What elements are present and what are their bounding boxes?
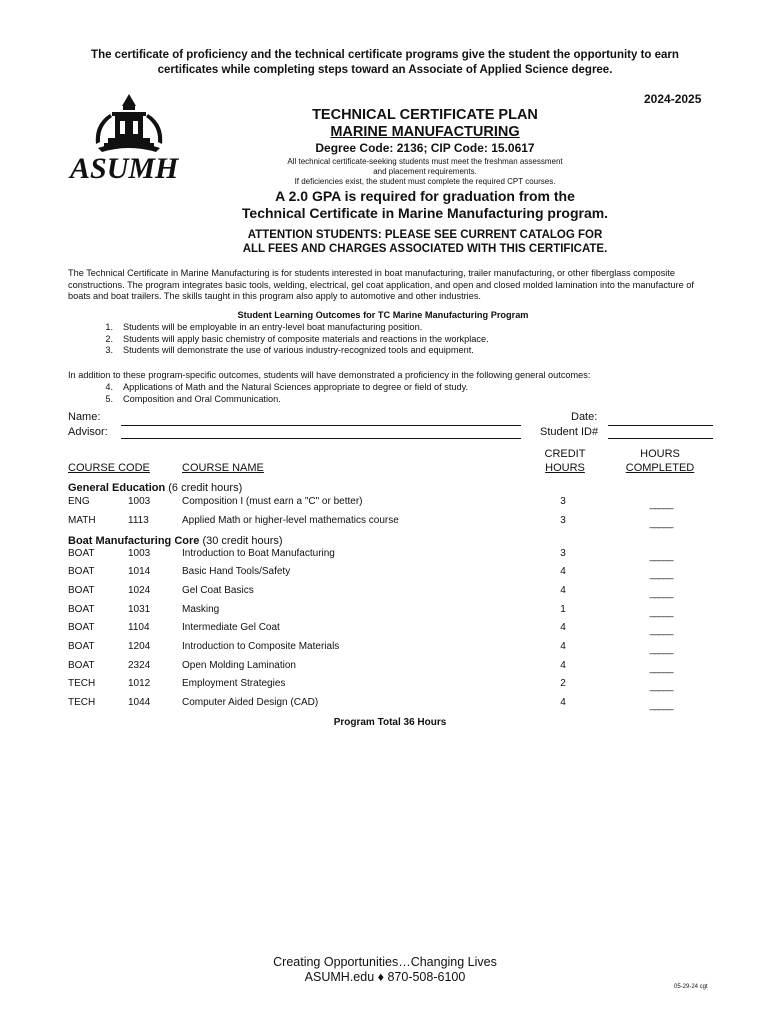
credit-hours: 4 [560,697,566,708]
credit-hours: 4 [560,660,566,671]
gpa-requirement [180,188,670,222]
academic-year: 2024-2025 [644,92,702,106]
item-number: 2. [105,333,113,344]
item-number: 3. [105,345,113,355]
section-credit: (6 credit hours) [168,482,243,494]
credit-hours: 3 [560,496,566,507]
asumh-logo [68,92,190,184]
name-field[interactable] [121,425,521,426]
course-number: 1044 [128,697,151,708]
hours-completed-blank[interactable]: _____ [649,588,673,599]
intro-text: The certificate of proficiency and the technical certificate programs give the student the opportunity to earn certificates while completing steps toward an Associate of Applied Science degree. [91,49,679,76]
list-item [68,345,708,357]
course-number: 2324 [128,660,151,671]
assessment-note [240,157,610,187]
fine-print-line: and placement requirements. [373,167,477,176]
course-prefix: BOAT [68,548,95,559]
student-id-label: Student ID# [540,426,599,438]
course-name: Gel Coat Basics [182,585,254,596]
advisor-label: Advisor: [68,426,108,438]
attention-line2: ALL FEES AND CHARGES ASSOCIATED WITH THIS CERTIFICATE. [242,243,608,255]
course-name: Applied Math or higher-level mathematics course [182,515,399,526]
header-credit-line2: HOURS [545,462,585,474]
program-description: The Technical Certificate in Marine Manufacturing is for students interested in boat manufacturing, trailer manufacturing, or other fiberglass composite constructions. The program integrates basic tools, welding, electrical, gel coat application, and open and closed molded lamination into the manufacture of boats and boat trailers. The skills taught in this program also apply to automotive and other industries. [68,268,694,301]
hours-completed-blank[interactable]: _____ [649,518,673,529]
course-name: Intermediate Gel Coat [182,622,280,633]
course-prefix: BOAT [68,660,95,671]
item-text: Students will demonstrate the use of various industry-recognized tools and equipment. [123,345,474,355]
credit-hours: 3 [560,515,566,526]
credit-hours: 1 [560,604,566,615]
course-number: 1014 [128,566,151,577]
student-id-field[interactable] [608,438,713,439]
header-course-name: COURSE NAME [182,462,264,474]
footer-tagline: Creating Opportunities…Changing Lives [273,955,497,969]
hours-completed-blank[interactable]: _____ [649,625,673,636]
course-name: Open Molding Lamination [182,660,296,671]
advisor-field[interactable] [121,438,521,439]
course-number: 1003 [128,548,151,559]
hours-completed-blank[interactable]: _____ [649,663,673,674]
credit-hours: 4 [560,622,566,633]
list-item [68,382,708,394]
hours-completed-blank[interactable]: _____ [649,569,673,580]
plan-title-line2: MARINE MANUFACTURING [330,124,520,140]
name-label: Name: [68,411,101,423]
section-credit: (30 credit hours) [202,535,283,547]
course-number: 1024 [128,585,151,596]
header-hours-completed [615,447,705,475]
item-text: Composition and Oral Communication. [123,393,281,404]
course-prefix: BOAT [68,641,95,652]
hours-completed-blank[interactable]: _____ [649,499,673,510]
course-name: Computer Aided Design (CAD) [182,697,319,708]
item-text: Applications of Math and the Natural Sciences appropriate to degree or field of study. [123,382,469,392]
slo-heading: Student Learning Outcomes for TC Marine Manufacturing Program [237,310,529,320]
credit-hours: 3 [560,548,566,559]
section-general-education [68,482,242,494]
fine-print-line: If deficiencies exist, the student must complete the required CPT courses. [294,177,556,186]
course-number: 1104 [128,622,150,633]
course-name: Introduction to Composite Materials [182,641,340,652]
course-name: Masking [182,604,220,615]
footer-contact: ASUMH.edu ♦ 870-508-6100 [304,970,466,984]
hours-completed-blank[interactable]: _____ [649,551,673,562]
gpa-line2: Technical Certificate in Marine Manufacturing program. [241,205,609,221]
course-name: Introduction to Boat Manufacturing [182,548,335,559]
course-prefix: TECH [68,697,96,708]
revision-stamp: 05-29-24 cgt [674,984,708,990]
course-name: Composition I (must earn a "C" or better) [182,496,363,507]
date-label: Date: [571,411,598,423]
course-number: 1003 [128,496,151,507]
list-item [68,322,708,334]
bell-tower-icon [68,92,190,184]
list-item [68,334,708,346]
course-prefix: TECH [68,678,96,689]
credit-hours: 4 [560,641,566,652]
hours-completed-blank[interactable]: _____ [649,700,673,711]
header-completed-line2: COMPLETED [625,462,695,474]
item-number: 5. [105,393,113,404]
section-boat-core [68,535,283,547]
general-outcomes-list [68,382,708,405]
list-item [68,394,708,406]
header-completed-line1: HOURS [640,448,680,460]
section-title: General Education [68,482,166,494]
item-text: Students will apply basic chemistry of composite materials and reactions in the workplace. [123,333,489,344]
header-course-code: COURSE CODE [68,462,150,474]
degree-codes: Degree Code: 2136; CIP Code: 15.0617 [315,141,535,155]
attention-notice [160,228,690,256]
course-prefix: BOAT [68,622,95,633]
hours-completed-blank[interactable]: _____ [649,681,673,692]
logo-wordmark: ASUMH [70,152,179,184]
slo-list [68,322,708,357]
header-credit-hours [530,447,600,475]
course-number: 1031 [128,604,151,615]
course-number: 1204 [128,641,151,652]
item-number: 4. [105,382,113,392]
course-number: 1113 [128,515,149,526]
general-outcomes-intro: In addition to these program-specific outcomes, students will have demonstrated a proficiency in the following general outcomes: [68,370,591,380]
plan-title-line1: TECHNICAL CERTIFICATE PLAN [312,107,538,123]
item-text: Students will be employable in an entry-level boat manufacturing position. [123,322,423,332]
program-total: Program Total 36 Hours [333,717,447,728]
course-prefix: MATH [68,515,96,526]
plan-title [240,107,610,141]
header-credit-line1: CREDIT [544,448,586,460]
gpa-line1: A 2.0 GPA is required for graduation from the [275,188,575,204]
section-title: Boat Manufacturing Core [68,535,200,547]
item-number: 1. [105,322,113,332]
hours-completed-blank[interactable]: _____ [649,607,673,618]
course-name: Employment Strategies [182,678,286,689]
course-prefix: BOAT [68,566,95,577]
hours-completed-blank[interactable]: _____ [649,644,673,655]
attention-line1: ATTENTION STUDENTS: PLEASE SEE CURRENT CATALOG FOR [247,229,603,241]
credit-hours: 4 [560,566,566,577]
course-name: Basic Hand Tools/Safety [182,566,291,577]
course-number: 1012 [128,678,151,689]
credit-hours: 4 [560,585,566,596]
course-prefix: BOAT [68,585,95,596]
fine-print-line: All technical certificate-seeking students must meet the freshman assessment [287,157,563,166]
credit-hours: 2 [560,678,566,689]
course-prefix: BOAT [68,604,95,615]
course-prefix: ENG [68,496,90,507]
footer [200,955,570,985]
date-field[interactable] [608,425,713,426]
